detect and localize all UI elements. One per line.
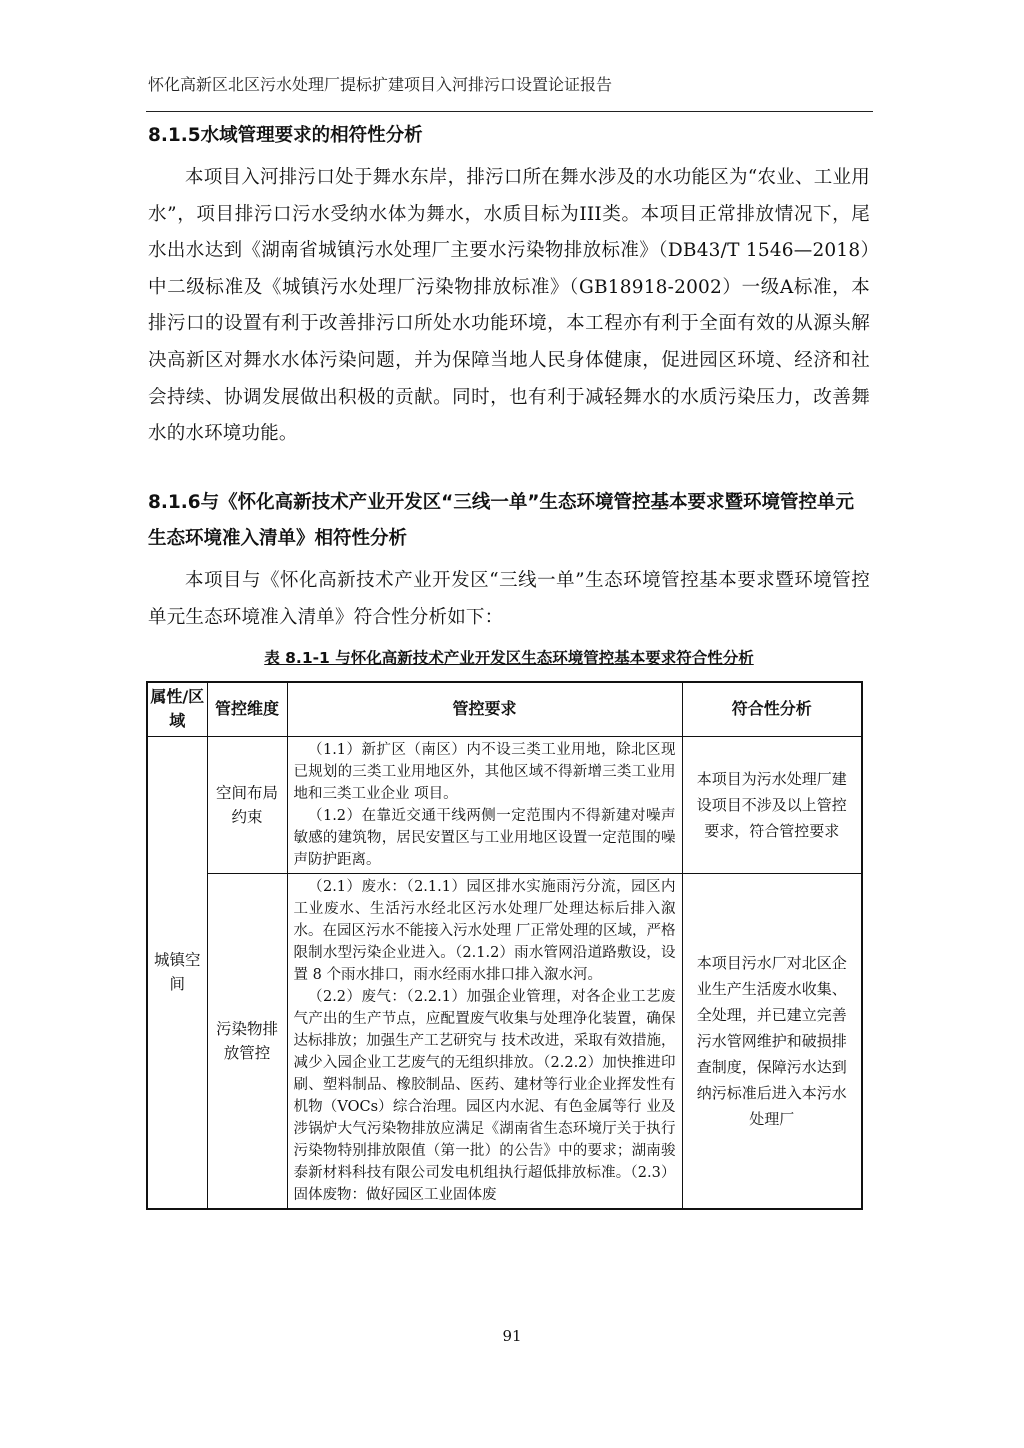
requirement-item: （2.1）废水：（2.1.1）园区排水实施雨污分流，园区内工业废水、生活污水经北区污水处理厂处理达标后排入溆水。在园区污水不能接入污水处理 厂正常处理的区域，严格限制水型污染企业进入。（2.1.2）雨水管网沿道路敷设，设置 8 个雨水排口，雨水经雨水排口排入溆水河。 (293, 878, 676, 983)
section-heading-8-1-5: 8.1.5水域管理要求的相符性分析 (148, 125, 423, 146)
dimension-cell: 空间布局约束 (207, 736, 287, 873)
page-header (148, 74, 873, 96)
section-paragraph-8-1-5: 本项目入河排污口处于舞水东岸，排污口所在舞水涉及的水功能区为“农业、工业用水”，项目排污口污水受纳水体为舞水，水质目标为III类。本项目正常排放情况下，尾水出水达到《湖南省城镇污水处理厂主要水污染物排放标准》（DB43/T 1546—2018）中二级标准及《城镇污水处理厂污染物排放标准》（GB18918-2002）一级A标准，本排污口的设置有利于改善排污口所处水功能环境，本工程亦有利于全面有效的从源头解决高新区对舞水水体污染问题，并为保障当地人民身体健康，促进园区环境、经济和社会持续、协调发展做出积极的贡献。同时，也有利于减轻舞水的水质污染压力，改善舞水的水环境功能。 (148, 167, 870, 445)
table-row (147, 736, 862, 873)
header-divider (146, 111, 873, 112)
requirement-item: （2.2）废气：（2.2.1）加强企业管理，对各企业工艺废气产出的生产节点，应配置废气收集与处理净化装置，确保达标排放；加强生产工艺研究与 技术改进，采取有效措施，减少入园企业工艺废气的无组织排放。（2.2.2）加快推进印刷、塑料制品、橡胶制品、医药、建材等行业企业挥发性有机物（VOCs）综合治理。园区内水泥、有色金属等行 业及涉锅炉大气污染物排放应满足《湖南省生态环境厅关于执行污染物特别排放限值（第一批）的公告》中的要求；湖南骏泰新材料科技有限公司发电机组执行超低排放标准。（2.3）固体废物：做好园区工业固体废 (293, 988, 676, 1203)
requirement-cell (287, 873, 682, 1209)
requirement-item: （1.2）在靠近交通干线两侧一定范围内不得新建对噪声敏感的建筑物，居民安置区与工业用地区设置一定范围的噪声防护距离。 (293, 807, 676, 868)
section-paragraph-8-1-6: 本项目与《怀化高新技术产业开发区“三线一单”生态环境管控基本要求暨环境管控单元生态环境准入清单》符合性分析如下： (148, 570, 870, 628)
requirement-item: （1.1）新扩区（南区）内不设三类工业用地，除北区现已规划的三类工业用地区外，其他区域不得新增三类工业用地和三类工业企业 项目。 (293, 741, 676, 802)
header-region: 属性/区域 (147, 682, 207, 736)
document-title: 怀化高新区北区污水处理厂提标扩建项目入河排污口设置论证报告 (148, 75, 613, 94)
dimension-cell: 污染物排放管控 (207, 873, 287, 1209)
compliance-table (146, 681, 863, 1210)
page-number: 91 (502, 1327, 522, 1345)
header-requirement: 管控要求 (287, 682, 682, 736)
header-dimension: 管控维度 (207, 682, 287, 736)
region-cell: 城镇空间 (147, 736, 207, 1209)
table-header-row (147, 682, 862, 736)
header-analysis: 符合性分析 (682, 682, 862, 736)
analysis-cell: 本项目为污水处理厂建设项目不涉及以上管控要求，符合管控要求 (682, 736, 862, 873)
requirement-cell (287, 736, 682, 873)
table-caption: 表 8.1-1 与怀化高新技术产业开发区生态环境管控基本要求符合性分析 (264, 649, 754, 667)
section-heading-8-1-6: 8.1.6与《怀化高新技术产业开发区“三线一单”生态环境管控基本要求暨环境管控单元生态环境准入清单》相符性分析 (148, 492, 854, 549)
analysis-cell: 本项目污水厂对北区企业生产生活废水收集、全处理，并已建立完善污水管网维护和破损排查制度，保障污水达到纳污标准后进入本污水处理厂 (682, 873, 862, 1209)
table-row (147, 873, 862, 1209)
